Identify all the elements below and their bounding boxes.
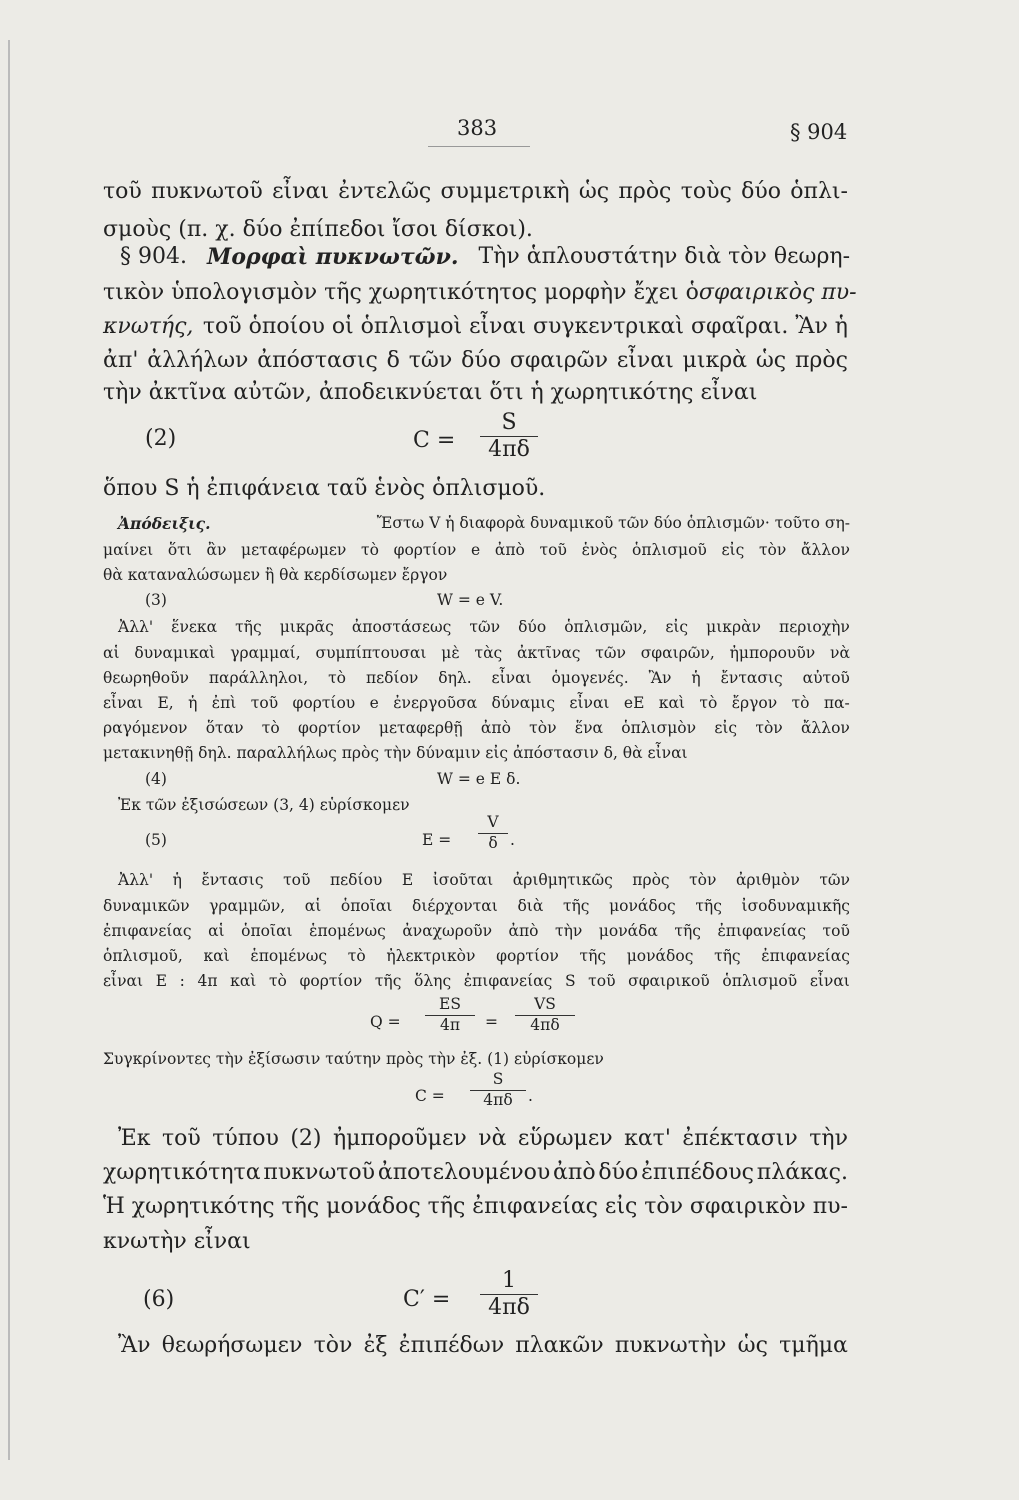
equation-label: (4) <box>145 770 167 788</box>
text-line: ὁπλισμοῦ, καὶ ἑπομένως τὸ ἠλεκτρικὸν φορτίον τῆς μονάδος τῆς ἐπιφανείας <box>103 947 850 965</box>
text-line: Ἂν θεωρήσωμεν τὸν ἐξ ἐπιπέδων πλακῶν πυκνωτὴν ὡς τμῆμα <box>118 1333 848 1358</box>
text-run-italic: κνωτής, <box>103 314 194 339</box>
equation-fraction <box>480 412 538 461</box>
text-line: κνωτὴν εἶναι <box>103 1229 251 1254</box>
text-run-italic: σφαιρικὸς πυ- <box>698 280 857 305</box>
fraction-numerator: S <box>501 410 517 435</box>
fraction-denominator: 4πδ <box>488 1295 530 1320</box>
equation-label: (6) <box>143 1287 175 1312</box>
text-line: Ἡ χωρητικότης τῆς μονάδος τῆς ἐπιφανείας εἰς τὸν σφαιρικὸν πυ- <box>103 1194 848 1219</box>
text-line: δυναμικῶν γραμμῶν, αἱ ὁποῖαι διέρχονται διὰ τῆς μονάδος τῆς ἰσοδυναμικῆς <box>103 897 850 915</box>
text-line <box>118 516 850 532</box>
equation-label: (2) <box>145 426 177 451</box>
equation-tail: . <box>528 1087 533 1105</box>
equation-label: (5) <box>145 831 167 849</box>
text-line <box>103 316 848 338</box>
text-line: θεωρηθοῦν παράλληλοι, τὸ πεδίον δηλ. εἶναι ὁμογενές. Ἂν ἡ ἔντασις αὐτοῦ <box>103 669 850 687</box>
text-line: τοῦ πυκνωτοῦ εἶναι ἐντελῶς συμμετρικὴ ὡς πρὸς τοὺς δύο ὁπλι- <box>103 179 848 204</box>
fraction-denominator: δ <box>488 833 498 852</box>
equation-lhs: E = <box>422 831 452 849</box>
text-line: ἀπ' ἀλλήλων ἀπόστασις δ τῶν δύο σφαιρῶν εἶναι μικρὰ ὡς πρὸς <box>103 348 848 373</box>
text-line: τὴν ἀκτῖνα αὐτῶν, ἀποδεικνύεται ὅτι ἡ χωρητικότης εἶναι <box>103 380 758 405</box>
equation-lhs: C = <box>413 428 456 453</box>
text-line: σμοὺς (π. χ. δύο ἐπίπεδοι ἴσοι δίσκοι). <box>103 217 533 242</box>
proof-heading: Ἀπόδειξις. <box>118 514 211 533</box>
text-line: Ἀλλ' ἕνεκα τῆς μικρᾶς ἀποστάσεως τῶν δύο ὁπλισμῶν, εἰς μικρὰν περιοχὴν <box>118 618 850 636</box>
equation-fraction <box>425 997 475 1033</box>
fraction-numerator: 1 <box>502 1268 516 1293</box>
text-run: Τὴν ἁπλουστάτην διὰ τὸν θεωρη- <box>478 244 850 269</box>
equation-fraction <box>470 1072 526 1108</box>
fraction-numerator: V <box>487 813 499 831</box>
page-number: 383 <box>457 116 498 140</box>
fraction-denominator: 4πδ <box>488 437 530 462</box>
equation-expression: W = e V. <box>437 591 504 609</box>
text-run: Ἔστω V ἡ διαφορὰ δυναμικοῦ τῶν δύο ὁπλισμῶν· τοῦτο ση- <box>376 514 850 532</box>
page-number-underline <box>428 146 530 147</box>
section-904-first-line <box>120 246 850 268</box>
equation-lhs: Q = <box>370 1013 401 1031</box>
text-line: ἐπιφανείας αἱ ὁποῖαι ἑπομένως ἀναχωροῦν ἀπὸ τὴν μονάδα τῆς ἐπιφανείας τοῦ <box>103 922 850 940</box>
equation-tail: . <box>510 831 515 849</box>
fraction-denominator: 4πδ <box>530 1015 560 1034</box>
equation-expression: W = e E δ. <box>437 770 521 788</box>
page-edge-mark <box>8 40 10 1460</box>
text-line: ραγόμενον ὅταν τὸ φορτίον μεταφερθῇ ἀπὸ τὸν ἕνα ὁπλισμὸν εἰς τὸν ἄλλον <box>103 719 850 737</box>
equation-lhs: C′ = <box>403 1287 451 1312</box>
fraction-numerator: VS <box>534 995 556 1013</box>
text-line: Συγκρίνοντες τὴν ἐξίσωσιν ταύτην πρὸς τὴν ἐξ. (1) εὑρίσκομεν <box>103 1050 604 1068</box>
text-line: θὰ καταναλώσωμεν ἢ θὰ κερδίσωμεν ἔργον <box>103 566 448 584</box>
text-run: τοῦ ὁποίου οἱ ὁπλισμοὶ εἶναι συγκεντρικαὶ σφαῖραι. Ἂν ἡ <box>202 314 848 339</box>
text-line: χωρητικότητα πυκνωτοῦ ἀποτελουμένου ἀπὸ δύο ἐπιπέδους πλάκας. <box>103 1160 848 1185</box>
fraction-numerator: S <box>492 1070 504 1088</box>
fraction-denominator: 4π <box>439 1015 461 1034</box>
fraction-numerator: ES <box>439 995 461 1013</box>
text-line: ὅπου S ἡ ἐπιφάνεια ταῦ ἑνὸς ὁπλισμοῦ. <box>103 476 546 501</box>
text-line: Ἐκ τοῦ τύπου (2) ἠμποροῦμεν νὰ εὕρωμεν κατ' ἐπέκτασιν τὴν <box>118 1126 848 1151</box>
text-line: μετακινηθῇ δηλ. παραλλήλως πρὸς τὴν δύναμιν εἰς ἀπόστασιν δ, θὰ εἶναι <box>103 744 688 762</box>
equation-lhs: C = <box>415 1087 445 1105</box>
equation-fraction <box>515 997 575 1033</box>
equation-equals: = <box>485 1013 498 1031</box>
text-line <box>103 280 857 305</box>
text-line: εἶναι E : 4π καὶ τὸ φορτίον τῆς ὅλης ἐπιφανείας S τοῦ σφαιρικοῦ ὁπλισμοῦ εἶναι <box>103 972 850 990</box>
text-line: μαίνει ὅτι ἂν μεταφέρωμεν τὸ φορτίον e ἀπὸ τοῦ ἑνὸς ὁπλισμοῦ εἰς τὸν ἄλλον <box>103 541 850 559</box>
fraction-denominator: 4πδ <box>483 1090 513 1109</box>
text-line: αἱ δυναμικαὶ γραμμαί, συμπίπτουσαι μὲ τὰς ἀκτῖνας τῶν σφαιρῶν, ἠμπορουῦν νὰ <box>103 644 850 662</box>
text-run: τικὸν ὑπολογισμὸν τῆς χωρητικότητος μορφὴν ἔχει ὁ <box>103 280 699 305</box>
section-header: § 904 <box>790 120 848 144</box>
section-title: Μορφαὶ πυκνωτῶν. <box>206 244 459 270</box>
equation-label: (3) <box>145 591 167 609</box>
section-number: § 904. <box>120 244 187 269</box>
text-line: εἶναι E, ἡ ἐπὶ τοῦ φορτίου e ἐνεργοῦσα δύναμις εἶναι eE καὶ τὸ ἔργον τὸ πα- <box>103 694 850 712</box>
equation-fraction <box>478 815 508 851</box>
text-line: Ἀλλ' ἡ ἔντασις τοῦ πεδίου E ἰσοῦται ἀριθμητικῶς πρὸς τὸν ἀριθμὸν τῶν <box>118 871 850 889</box>
text-line: Ἐκ τῶν ἐξισώσεων (3, 4) εὑρίσκομεν <box>118 796 410 814</box>
equation-fraction <box>480 1270 538 1319</box>
